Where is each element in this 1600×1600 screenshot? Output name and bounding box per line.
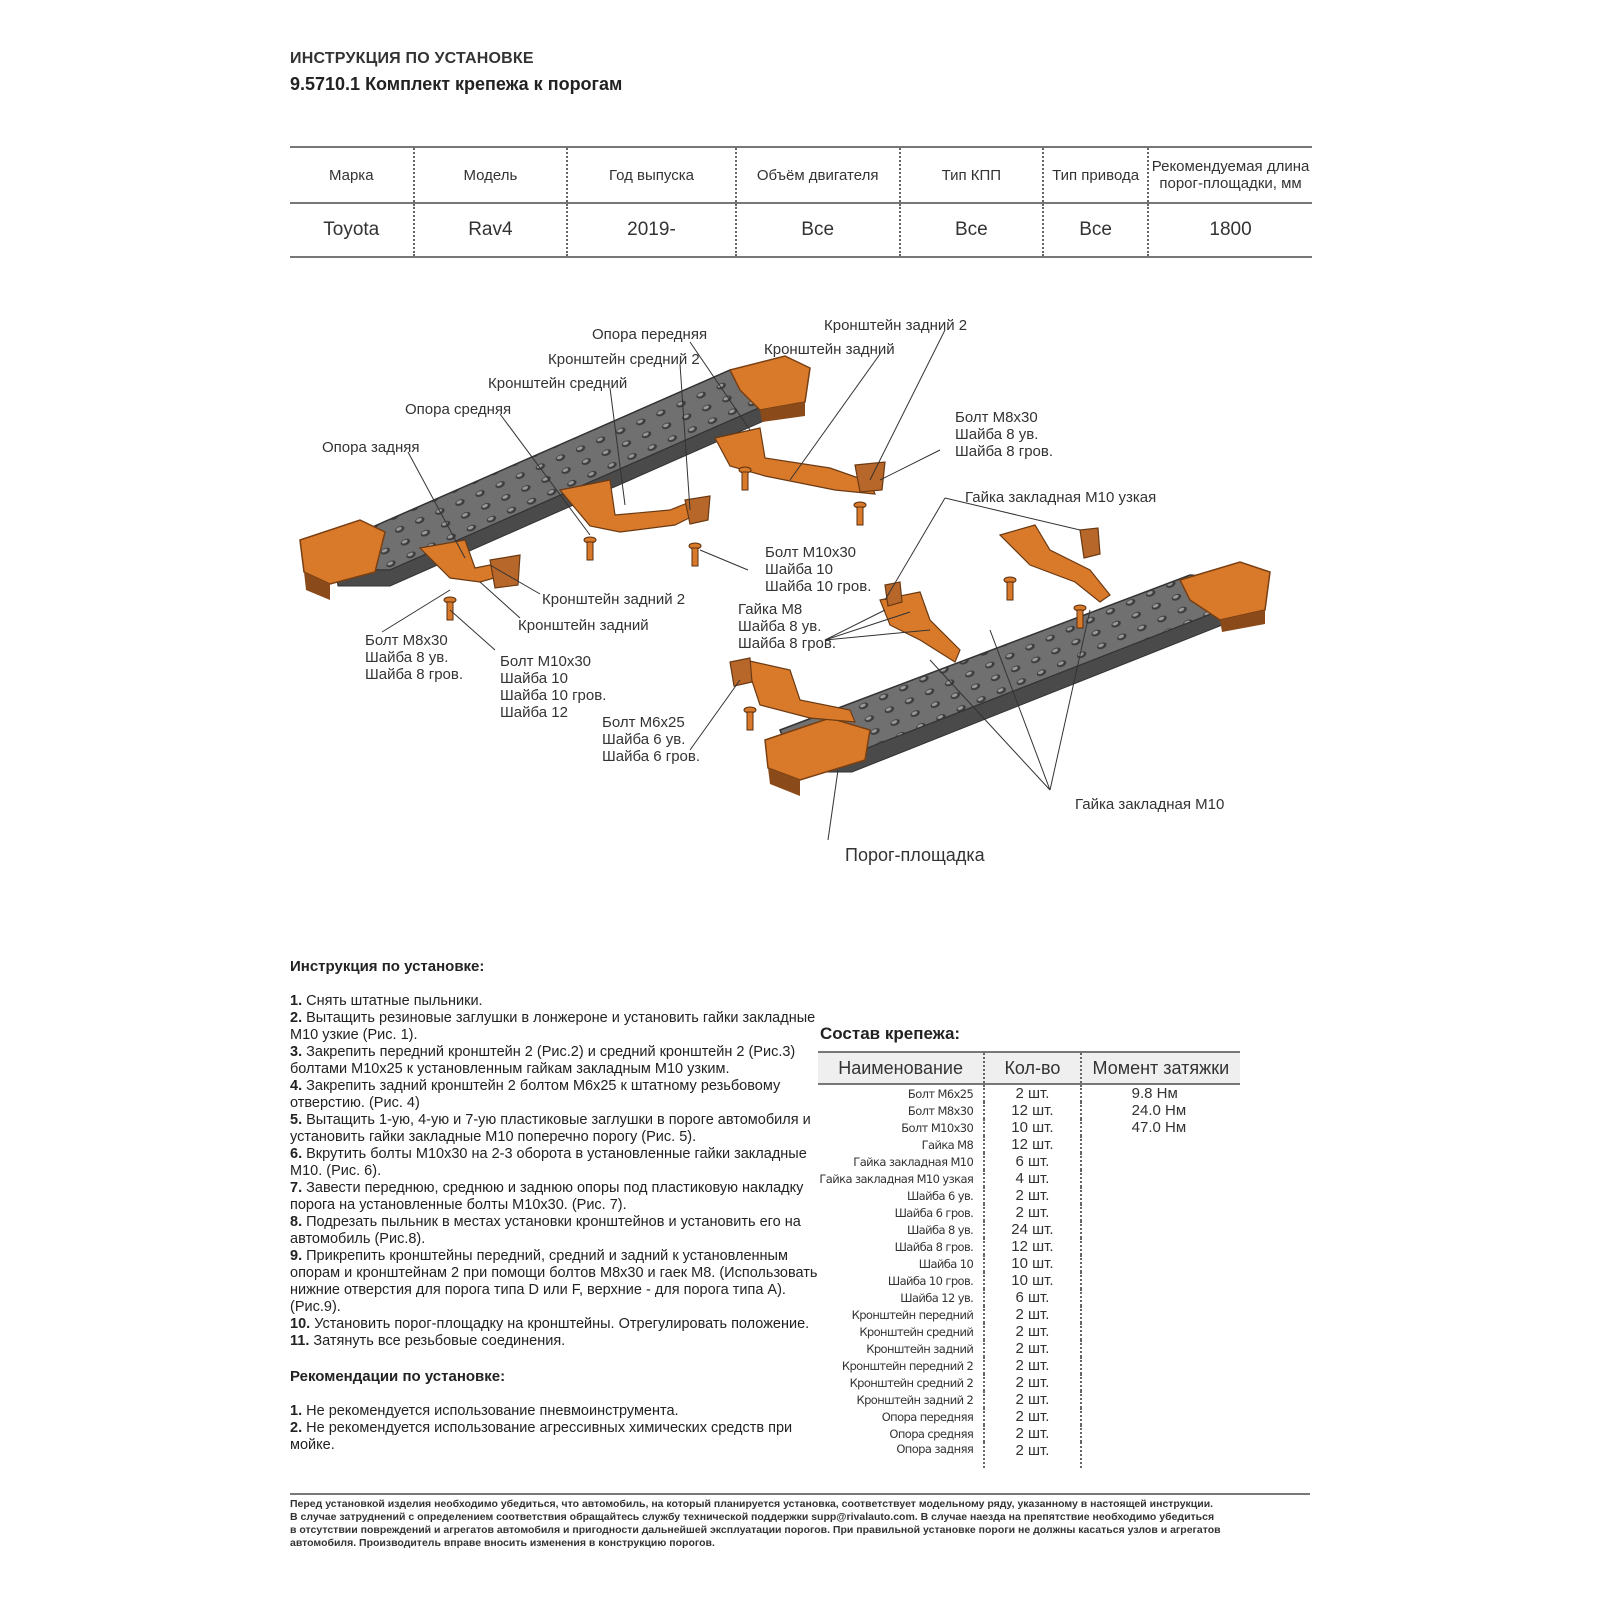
- footer-line: В случае затруднений с определением соответствия обращайтесь службу технической поддержки supp@rivalauto.com. В случае наезда на препятствие необходимо убедиться: [290, 1511, 1215, 1523]
- fasteners-table: [818, 1051, 1240, 1468]
- fastener-row: Опора задняя 2 шт.: [818, 1442, 1240, 1468]
- document-subtitle: 9.5710.1 Комплект крепежа к порогам: [290, 74, 623, 94]
- instruction-step: 6. Вкрутить болты М10х30 на 2-3 оборота в установленные гайки закладные М10. (Рис. 6).: [290, 1146, 807, 1179]
- label-gayka-m10-uzkaya: Гайка закладная М10 узкая: [965, 489, 1157, 506]
- recommendation-item: 2. Не рекомендуется использование агрессивных химических средств при мойке.: [290, 1420, 793, 1453]
- label-porog: Порог-площадка: [845, 845, 985, 865]
- col-header-model: Модель: [414, 147, 568, 203]
- footer-line: в отсутствии повреждений и агрегатов автомобиля и пригодности дальнейшей эксплуатации порогов. При правильной установке пороги не должны касаться узлов и агрегатов: [290, 1524, 1221, 1536]
- instructions-list: [290, 993, 820, 1350]
- cell-make: Toyota: [290, 203, 414, 257]
- instruction-step: 3. Закрепить передний кронштейн 2 (Рис.2) и средний кронштейн 2 (Рис.3) болтами М10х25 к установленным гайкам закладным М10 узким.: [290, 1044, 796, 1077]
- document-title: ИНСТРУКЦИЯ ПО УСТАНОВКЕ: [290, 50, 534, 67]
- cell-year: 2019-: [567, 203, 735, 257]
- instruction-step: 11. Затянуть все резьбовые соединения.: [290, 1333, 566, 1349]
- label-kr-zadniy-2-top: Кронштейн задний 2: [824, 317, 968, 334]
- fastener-row: Кронштейн передний 2 2 шт.: [818, 1357, 1240, 1374]
- running-board-upper: [300, 356, 810, 600]
- label-bolt-m10-mid-2: Шайба 10: [765, 561, 833, 578]
- running-board-lower: [765, 562, 1270, 796]
- cell-engine: Все: [736, 203, 900, 257]
- footer-line: Перед установкой изделия необходимо убедиться, что автомобиль, на который планируется установка, соответствует модельному ряду, указанному в настоящей инструкции.: [290, 1498, 1214, 1510]
- instruction-step: 9. Прикрепить кронштейны передний, средний и задний к установленным опорам и кронштейнам 2 при помощи болтов М8х30 и гаек М8. (Использовать нижние отверстия для порога типа D или F, верхние - для порога типа А). (Рис.9).: [290, 1248, 818, 1315]
- fastener-row: Болт М6х25 2 шт. 9.8 Нм: [818, 1084, 1240, 1102]
- footer-line: автомобиля. Производитель вправе вносить изменения в конструкцию порогов.: [290, 1537, 715, 1549]
- fastener-row: Кронштейн средний 2 шт.: [818, 1323, 1240, 1340]
- instruction-step: 1. Снять штатные пыльники.: [290, 993, 483, 1009]
- col-header-gearbox: Тип КПП: [900, 147, 1043, 203]
- fastener-row: Гайка закладная М10 6 шт.: [818, 1153, 1240, 1170]
- label-kr-zadniy-2-left: Кронштейн задний 2: [542, 591, 686, 608]
- label-kr-zadniy-top: Кронштейн задний: [764, 341, 895, 358]
- installation-instructions: [290, 958, 820, 1454]
- label-gayka-m8-1: Гайка М8: [738, 601, 803, 618]
- fastener-row: Шайба 8 ув. 24 шт.: [818, 1221, 1240, 1238]
- col-header-qty: Кол-во: [984, 1052, 1080, 1084]
- label-bolt-m8-top-3: Шайба 8 гров.: [955, 443, 1054, 460]
- col-header-length: Рекомендуемая длина порог-площадки, мм: [1151, 158, 1310, 192]
- instruction-step: 7. Завести переднюю, среднюю и заднюю опоры под пластиковую накладку порога на установленные болты М10х30. (Рис. 7).: [290, 1180, 804, 1213]
- label-bolt-m8-left-2: Шайба 8 ув.: [365, 649, 449, 666]
- label-gayka-m8-2: Шайба 8 ув.: [738, 618, 822, 635]
- disclaimer-footer: [290, 1493, 1310, 1550]
- instruction-step: 5. Вытащить 1-ую, 4-ую и 7-ую пластиковые заглушки в пороге автомобиля и установить гайки закладные М10 поперечно порогу (Рис. 5).: [290, 1112, 811, 1145]
- fastener-row: Шайба 12 ув. 6 шт.: [818, 1289, 1240, 1306]
- label-gayka-m8-3: Шайба 8 гров.: [738, 635, 837, 652]
- fastener-row: Болт М10х30 10 шт. 47.0 Нм: [818, 1119, 1240, 1136]
- fastener-row: Гайка закладная М10 узкая 4 шт.: [818, 1170, 1240, 1187]
- instruction-step: 8. Подрезать пыльник в местах установки кронштейнов и установить его на автомобиль (Рис.8).: [290, 1214, 801, 1247]
- fastener-row: Опора средняя 2 шт.: [818, 1425, 1240, 1442]
- cell-drive: Все: [1043, 203, 1148, 257]
- label-bolt-m10-left-3: Шайба 10 гров.: [500, 687, 607, 704]
- label-kr-sredniy-2: Кронштейн средний 2: [548, 351, 700, 368]
- label-bolt-m10-left-1: Болт М10х30: [500, 653, 592, 670]
- cell-model: Rav4: [414, 203, 568, 257]
- label-bolt-m6-2: Шайба 6 ув.: [602, 731, 686, 748]
- fasteners-title: Состав крепежа:: [820, 1024, 961, 1043]
- recommendations-list: [290, 1403, 820, 1454]
- col-header-drive: Тип привода: [1043, 147, 1148, 203]
- vehicle-compatibility-table: [290, 146, 1312, 258]
- label-bolt-m8-left-3: Шайба 8 гров.: [365, 666, 464, 683]
- cell-length: 1800: [1209, 219, 1252, 240]
- recommendations-title: Рекомендации по установке:: [290, 1368, 506, 1385]
- label-gayka-m10: Гайка закладная М10: [1075, 796, 1225, 813]
- assembly-diagram: [290, 310, 1310, 910]
- fastener-row: Шайба 6 гров. 2 шт.: [818, 1204, 1240, 1221]
- instruction-step: 2. Вытащить резиновые заглушки в лонжероне и установить гайки закладные М10 узкие (Рис. 1).: [290, 1010, 816, 1043]
- label-bolt-m10-mid-1: Болт М10х30: [765, 544, 857, 561]
- fastener-row: Шайба 10 10 шт.: [818, 1255, 1240, 1272]
- label-bolt-m8-left-1: Болт М8х30: [365, 632, 448, 649]
- cell-gearbox: Все: [900, 203, 1043, 257]
- fastener-row: Кронштейн средний 2 2 шт.: [818, 1374, 1240, 1391]
- fastener-row: Кронштейн задний 2 шт.: [818, 1340, 1240, 1357]
- label-bolt-m6-3: Шайба 6 гров.: [602, 748, 701, 765]
- instruction-step: 10. Установить порог-площадку на кронштейны. Отрегулировать положение.: [290, 1316, 810, 1332]
- label-opora-srednyaya: Опора средняя: [405, 401, 512, 418]
- fastener-row: Шайба 8 гров. 12 шт.: [818, 1238, 1240, 1255]
- label-bolt-m10-left-2: Шайба 10: [500, 670, 568, 687]
- label-opora-perednyaya: Опора передняя: [592, 326, 708, 343]
- label-bolt-m8-top-1: Болт М8х30: [955, 409, 1038, 426]
- fastener-row: Шайба 6 ув. 2 шт.: [818, 1187, 1240, 1204]
- fasteners-header-row: [818, 1052, 1240, 1084]
- fastener-row: Опора передняя 2 шт.: [818, 1408, 1240, 1425]
- instruction-step: 4. Закрепить задний кронштейн 2 болтом М6х25 к штатному резьбовому отверстию. (Рис. 4): [290, 1078, 781, 1111]
- col-header-name: Наименование: [818, 1052, 984, 1084]
- instructions-title: Инструкция по установке:: [290, 958, 485, 975]
- label-bolt-m6-1: Болт М6х25: [602, 714, 685, 731]
- vehicle-table-row: [290, 203, 1312, 257]
- label-bolt-m10-mid-3: Шайба 10 гров.: [765, 578, 872, 595]
- fastener-row: Шайба 10 гров. 10 шт.: [818, 1272, 1240, 1289]
- fastener-row: Кронштейн передний 2 шт.: [818, 1306, 1240, 1323]
- col-header-torque: Момент затяжки: [1092, 1057, 1230, 1078]
- col-header-make: Марка: [290, 147, 414, 203]
- vehicle-table-header-row: [290, 147, 1312, 203]
- fastener-row: Болт М8х30 12 шт. 24.0 Нм: [818, 1102, 1240, 1119]
- label-kr-zadniy-left: Кронштейн задний: [518, 617, 649, 634]
- label-kr-sredniy: Кронштейн средний: [488, 375, 628, 392]
- col-header-year: Год выпуска: [567, 147, 735, 203]
- label-bolt-m10-left-4: Шайба 12: [500, 704, 568, 721]
- label-opora-zadnyaya: Опора задняя: [322, 439, 420, 456]
- col-header-engine: Объём двигателя: [736, 147, 900, 203]
- fastener-row: Кронштейн задний 2 2 шт.: [818, 1391, 1240, 1408]
- label-bolt-m8-top-2: Шайба 8 ув.: [955, 426, 1039, 443]
- recommendation-item: 1. Не рекомендуется использование пневмоинструмента.: [290, 1403, 679, 1419]
- fastener-row: Гайка М8 12 шт.: [818, 1136, 1240, 1153]
